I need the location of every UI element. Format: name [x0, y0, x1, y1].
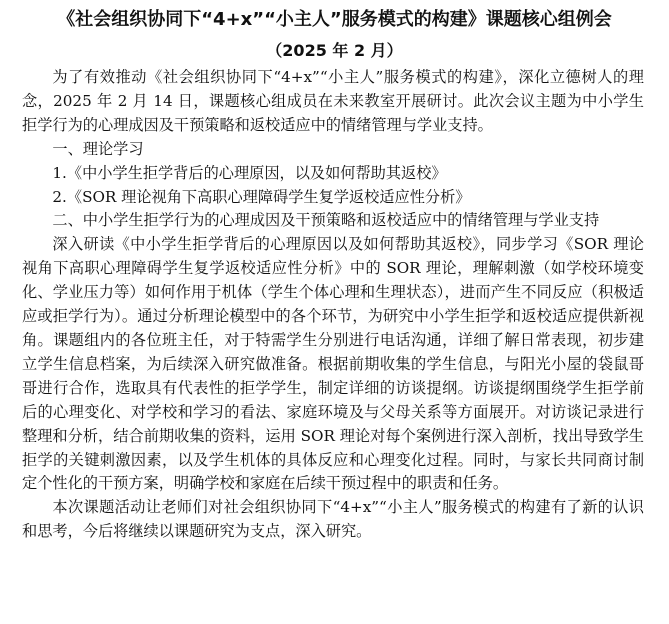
document-body [22, 66, 644, 544]
document-title: 《社会组织协同下“4+x”“小主人”服务模式的构建》课题核心组例会 [57, 9, 612, 30]
conclusion-paragraph: 本次课题活动让老师们对社会组织协同下“4+x”“小主人”服务模式的构建有了新的认识和思考，今后将继续以课题研究为支点，深入研究。 [22, 498, 644, 541]
reading-item-1: 1.《中小学生拒学背后的心理原因，以及如何帮助其返校》 [52, 163, 447, 182]
main-body-paragraph: 深入研读《中小学生拒学背后的心理原因以及如何帮助其返校》，同步学习《SOR 理论视角下高职心理障碍学生复学返校适应性分析》中的 SOR 理论，理解刺激（如学校环境变化、学业压力等）如何作用于机体（学生个体心理和生理状态），进而产生不同反应（积极适应或拒学行为）。通过分析理论模型中的各个环节，为研究中小学生拒学和返校适应提供新视角。课题组内的各位班主任，对于特需学生分别进行电话沟通，详细了解日常表现，初步建立学生信息档案，为后续深入研究做准备。根据前期收集的学生信息，与阳光小屋的袋鼠哥哥进行合作，选取具有代表性的拒学学生，制定详细的访谈提纲。访谈提纲围绕学生拒学前后的心理变化、对学校和学习的看法、家庭环境及与父母关系等方面展开。对访谈记录进行整理和分析，结合前期收集的资料，运用 SOR 理论对每个案例进行深入剖析，找出导致学生拒学的关键刺激因素，以及学生机体的具体反应和心理变化过程。同时，与家长共同商讨制定个性化的干预方案，明确学校和家庭在后续干预过程中的职责和任务。 [22, 235, 644, 493]
reading-item-2: 2.《SOR 理论视角下高职心理障碍学生复学返校适应性分析》 [52, 187, 471, 206]
section-heading-causes-and-support: 二、中小学生拒学行为的心理成因及干预策略和返校适应中的情绪管理与学业支持 [52, 211, 600, 230]
document-date: （2025 年 2 月） [266, 41, 403, 60]
intro-paragraph: 为了有效推动《社会组织协同下“4+x”“小主人”服务模式的构建》，深化立德树人的理念，2025 年 2 月 14 日，课题核心组成员在未来教室开展研讨。此次会议主题为中小学生拒学行为的心理成因及干预策略和返校适应中的情绪管理与学业支持。 [22, 68, 644, 134]
section-heading-theory-study: 一、理论学习 [52, 139, 144, 158]
